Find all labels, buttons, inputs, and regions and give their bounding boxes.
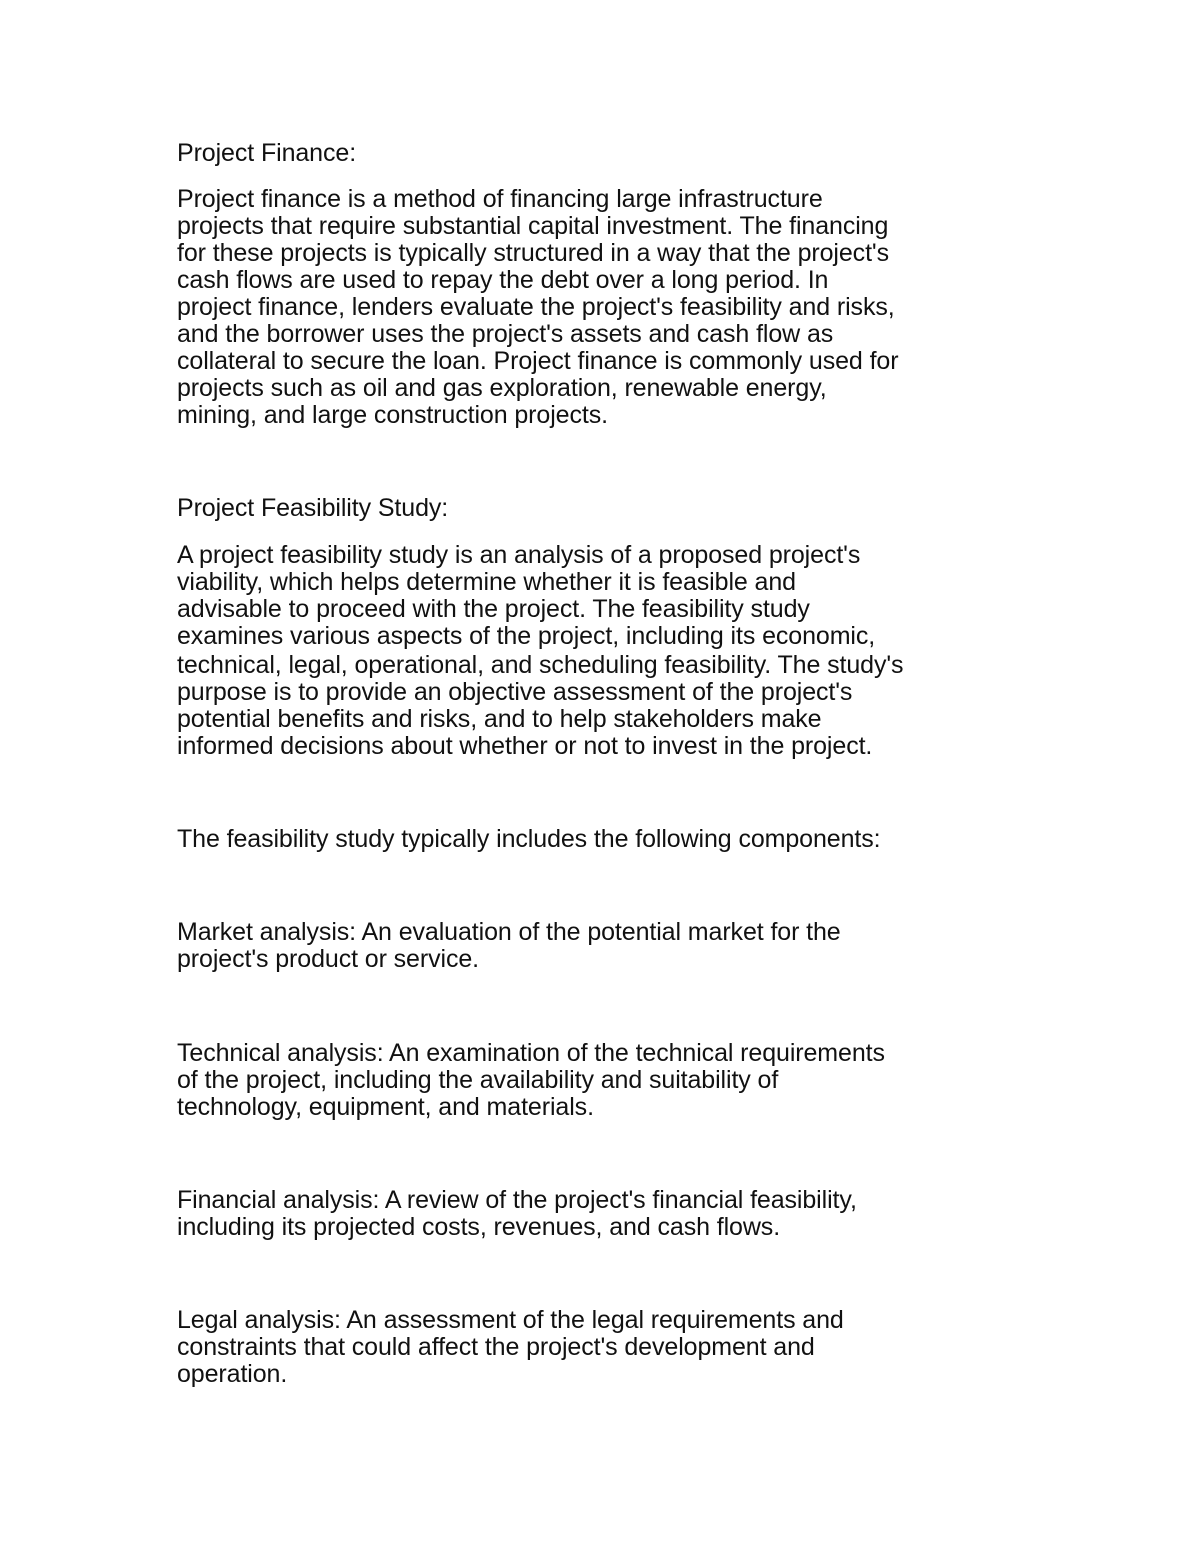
paragraph-line: informed decisions about whether or not to invest in the project. [177,732,873,760]
legal-analysis-line: constraints that could affect the project's development and [177,1333,815,1361]
paragraph-line: mining, and large construction projects. [177,401,608,429]
paragraph-line-clipped: examines various aspects of the project, including its economic, [177,622,876,650]
paragraph-line: Project finance is a method of financing large infrastructure [177,185,823,213]
paragraph-line: collateral to secure the loan. Project finance is commonly used for [177,347,899,375]
paragraph-line: viability, which helps determine whether it is feasible and [177,568,796,596]
paragraph-line: cash flows are used to repay the debt over a long period. In [177,266,829,294]
paragraph-line: advisable to proceed with the project. The feasibility study [177,595,810,623]
market-analysis-line: project's product or service. [177,945,479,973]
paragraph-line: potential benefits and risks, and to help stakeholders make [177,705,822,733]
paragraph-line: technical, legal, operational, and scheduling feasibility. The study's [177,651,904,679]
paragraph-line: purpose is to provide an objective assessment of the project's [177,678,853,706]
paragraph-line: projects such as oil and gas exploration, renewable energy, [177,374,827,402]
paragraph-line: for these projects is typically structured in a way that the project's [177,239,889,267]
technical-analysis-line: technology, equipment, and materials. [177,1093,594,1121]
paragraph-line: projects that require substantial capital investment. The financing [177,212,889,240]
paragraph-line: and the borrower uses the project's assets and cash flow as [177,320,834,348]
legal-analysis-line: operation. [177,1360,288,1388]
section-heading-feasibility-study: Project Feasibility Study: [177,494,449,522]
financial-analysis-line: including its projected costs, revenues, and cash flows. [177,1213,781,1241]
paragraph-line: A project feasibility study is an analysis of a proposed project's [177,541,861,569]
legal-analysis-line: Legal analysis: An assessment of the legal requirements and [177,1306,844,1334]
financial-analysis-line: Financial analysis: A review of the project's financial feasibility, [177,1186,857,1214]
market-analysis-line: Market analysis: An evaluation of the potential market for the [177,918,841,946]
components-intro: The feasibility study typically includes the following components: [177,825,881,853]
technical-analysis-line: of the project, including the availability and suitability of [177,1066,779,1094]
section-heading-project-finance: Project Finance: [177,139,357,167]
paragraph-line: project finance, lenders evaluate the project's feasibility and risks, [177,293,895,321]
technical-analysis-line: Technical analysis: An examination of the technical requirements [177,1039,885,1067]
